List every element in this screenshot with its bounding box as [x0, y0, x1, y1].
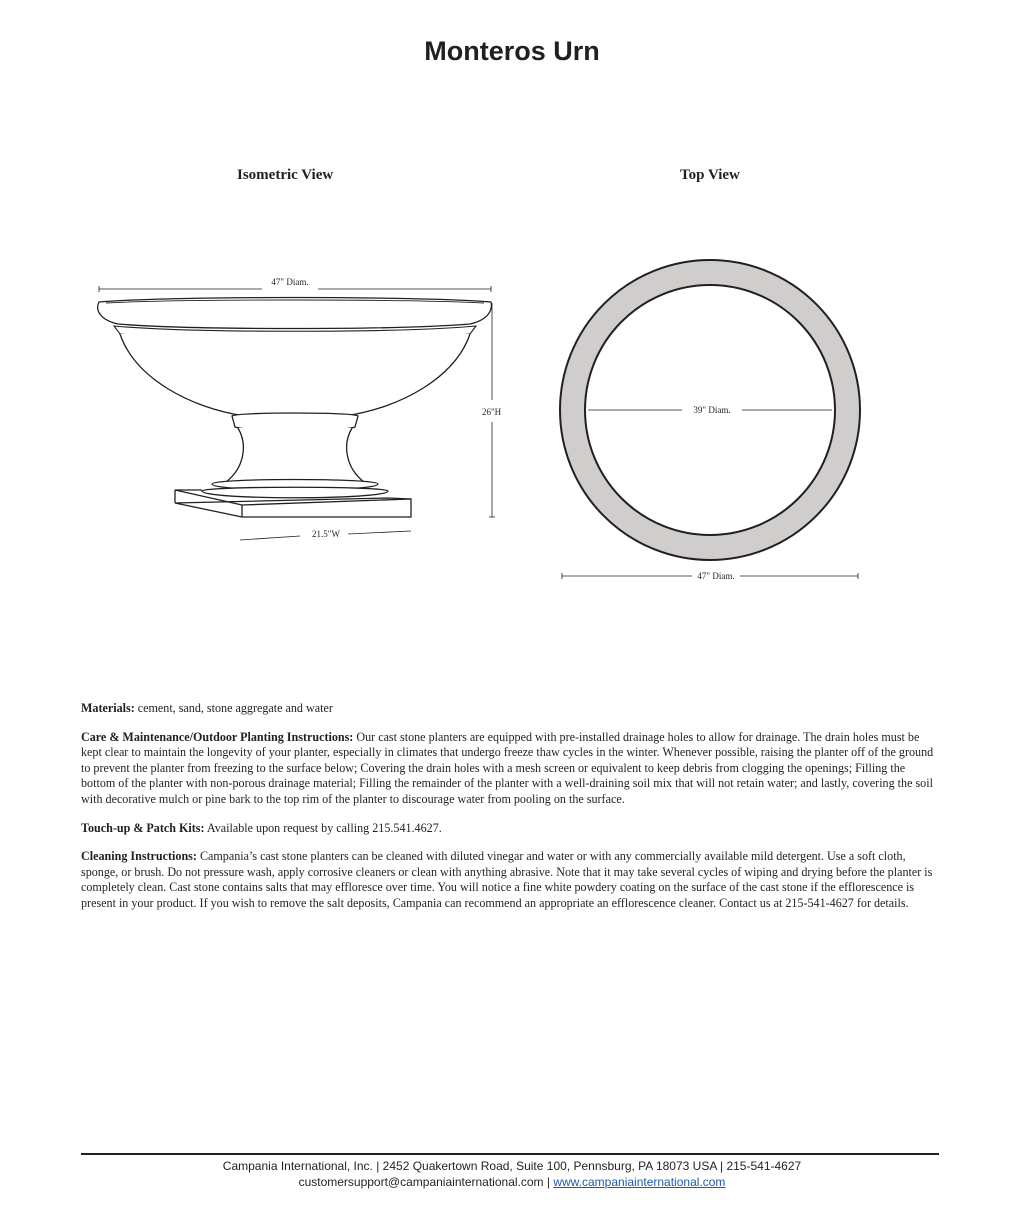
iso-width-label: 21.5"W: [312, 529, 340, 539]
instructions: [81, 701, 941, 925]
care-paragraph: [81, 730, 941, 808]
materials-paragraph: [81, 701, 941, 717]
isometric-urn-drawing: [98, 286, 495, 540]
top-view-label: Top View: [680, 167, 740, 183]
footer-separator: |: [543, 1175, 554, 1189]
cleaning-text: Campania’s cast stone planters can be cleaned with diluted vinegar and water or with any commercially available mild detergent. Use a soft cloth, sponge, or brush. Do not pressure wash, apply corrosive cleaners or clean with anything abrasive. Note that it may take several cycles of wiping and drying before the planter is completely clean. Cast stone contains salts that may effloresce over time. You will notice a fine white powdery coating on the surface of the cast stone if the efflorescence is present in your product. If you wish to remove the salt deposits, Campania can recommend an appropriate an efflorescence cleaner. Contact us at 215-541-4627 for details.: [81, 849, 933, 910]
iso-diameter-label: 47" Diam.: [271, 277, 309, 287]
materials-label: Materials:: [81, 701, 135, 715]
touchup-paragraph: [81, 821, 941, 837]
top-inner-diameter-label: 39" Diam.: [693, 405, 731, 415]
cleaning-label: Cleaning Instructions:: [81, 849, 197, 864]
touchup-label: Touch-up & Patch Kits:: [81, 820, 205, 835]
care-text: Our cast stone planters are equipped with pre-installed drainage holes to allow for drainage. The drain holes must be kept clear to maintain the longevity of your planter, especially in climates that undergo freeze thaw cycles in the winter. Whenever possible, raising the planter off of the ground to prevent the planter from freezing to the surface below; Covering the drain holes with a mesh screen or equivalent to keep debris from clogging the openings; Filling the bottom of the planter with non-porous drainage material; Filling the remainder of the planter with a well-draining soil mix that will not retain water; and lastly, covering the soil with decorative mulch or pine bark to the top rim of the planter to discourage water from pooling on the surface.: [81, 729, 934, 806]
footer-contact: [0, 1174, 1024, 1190]
cleaning-paragraph: [81, 849, 941, 911]
footer: [0, 1158, 1024, 1190]
footer-email: customersupport@campaniainternational.com: [298, 1175, 544, 1189]
iso-height-label: 26"H: [482, 407, 502, 417]
top-view-drawing: [560, 260, 860, 579]
care-label: Care & Maintenance/Outdoor Planting Instructions:: [81, 729, 354, 744]
touchup-text: Available upon request by calling 215.541.4627.: [204, 820, 442, 835]
isometric-view-label: Isometric View: [237, 167, 334, 183]
footer-address: Campania International, Inc. | 2452 Quakertown Road, Suite 100, Pennsburg, PA 18073 USA | 215-541-4627: [222, 1159, 802, 1173]
top-outer-diameter-label: 47" Diam.: [697, 571, 735, 581]
footer-divider: [81, 1153, 939, 1155]
website-link[interactable]: www.campaniainternational.com: [553, 1175, 726, 1189]
page-title: Monteros Urn: [424, 36, 600, 66]
materials-text: cement, sand, stone aggregate and water: [134, 701, 333, 715]
